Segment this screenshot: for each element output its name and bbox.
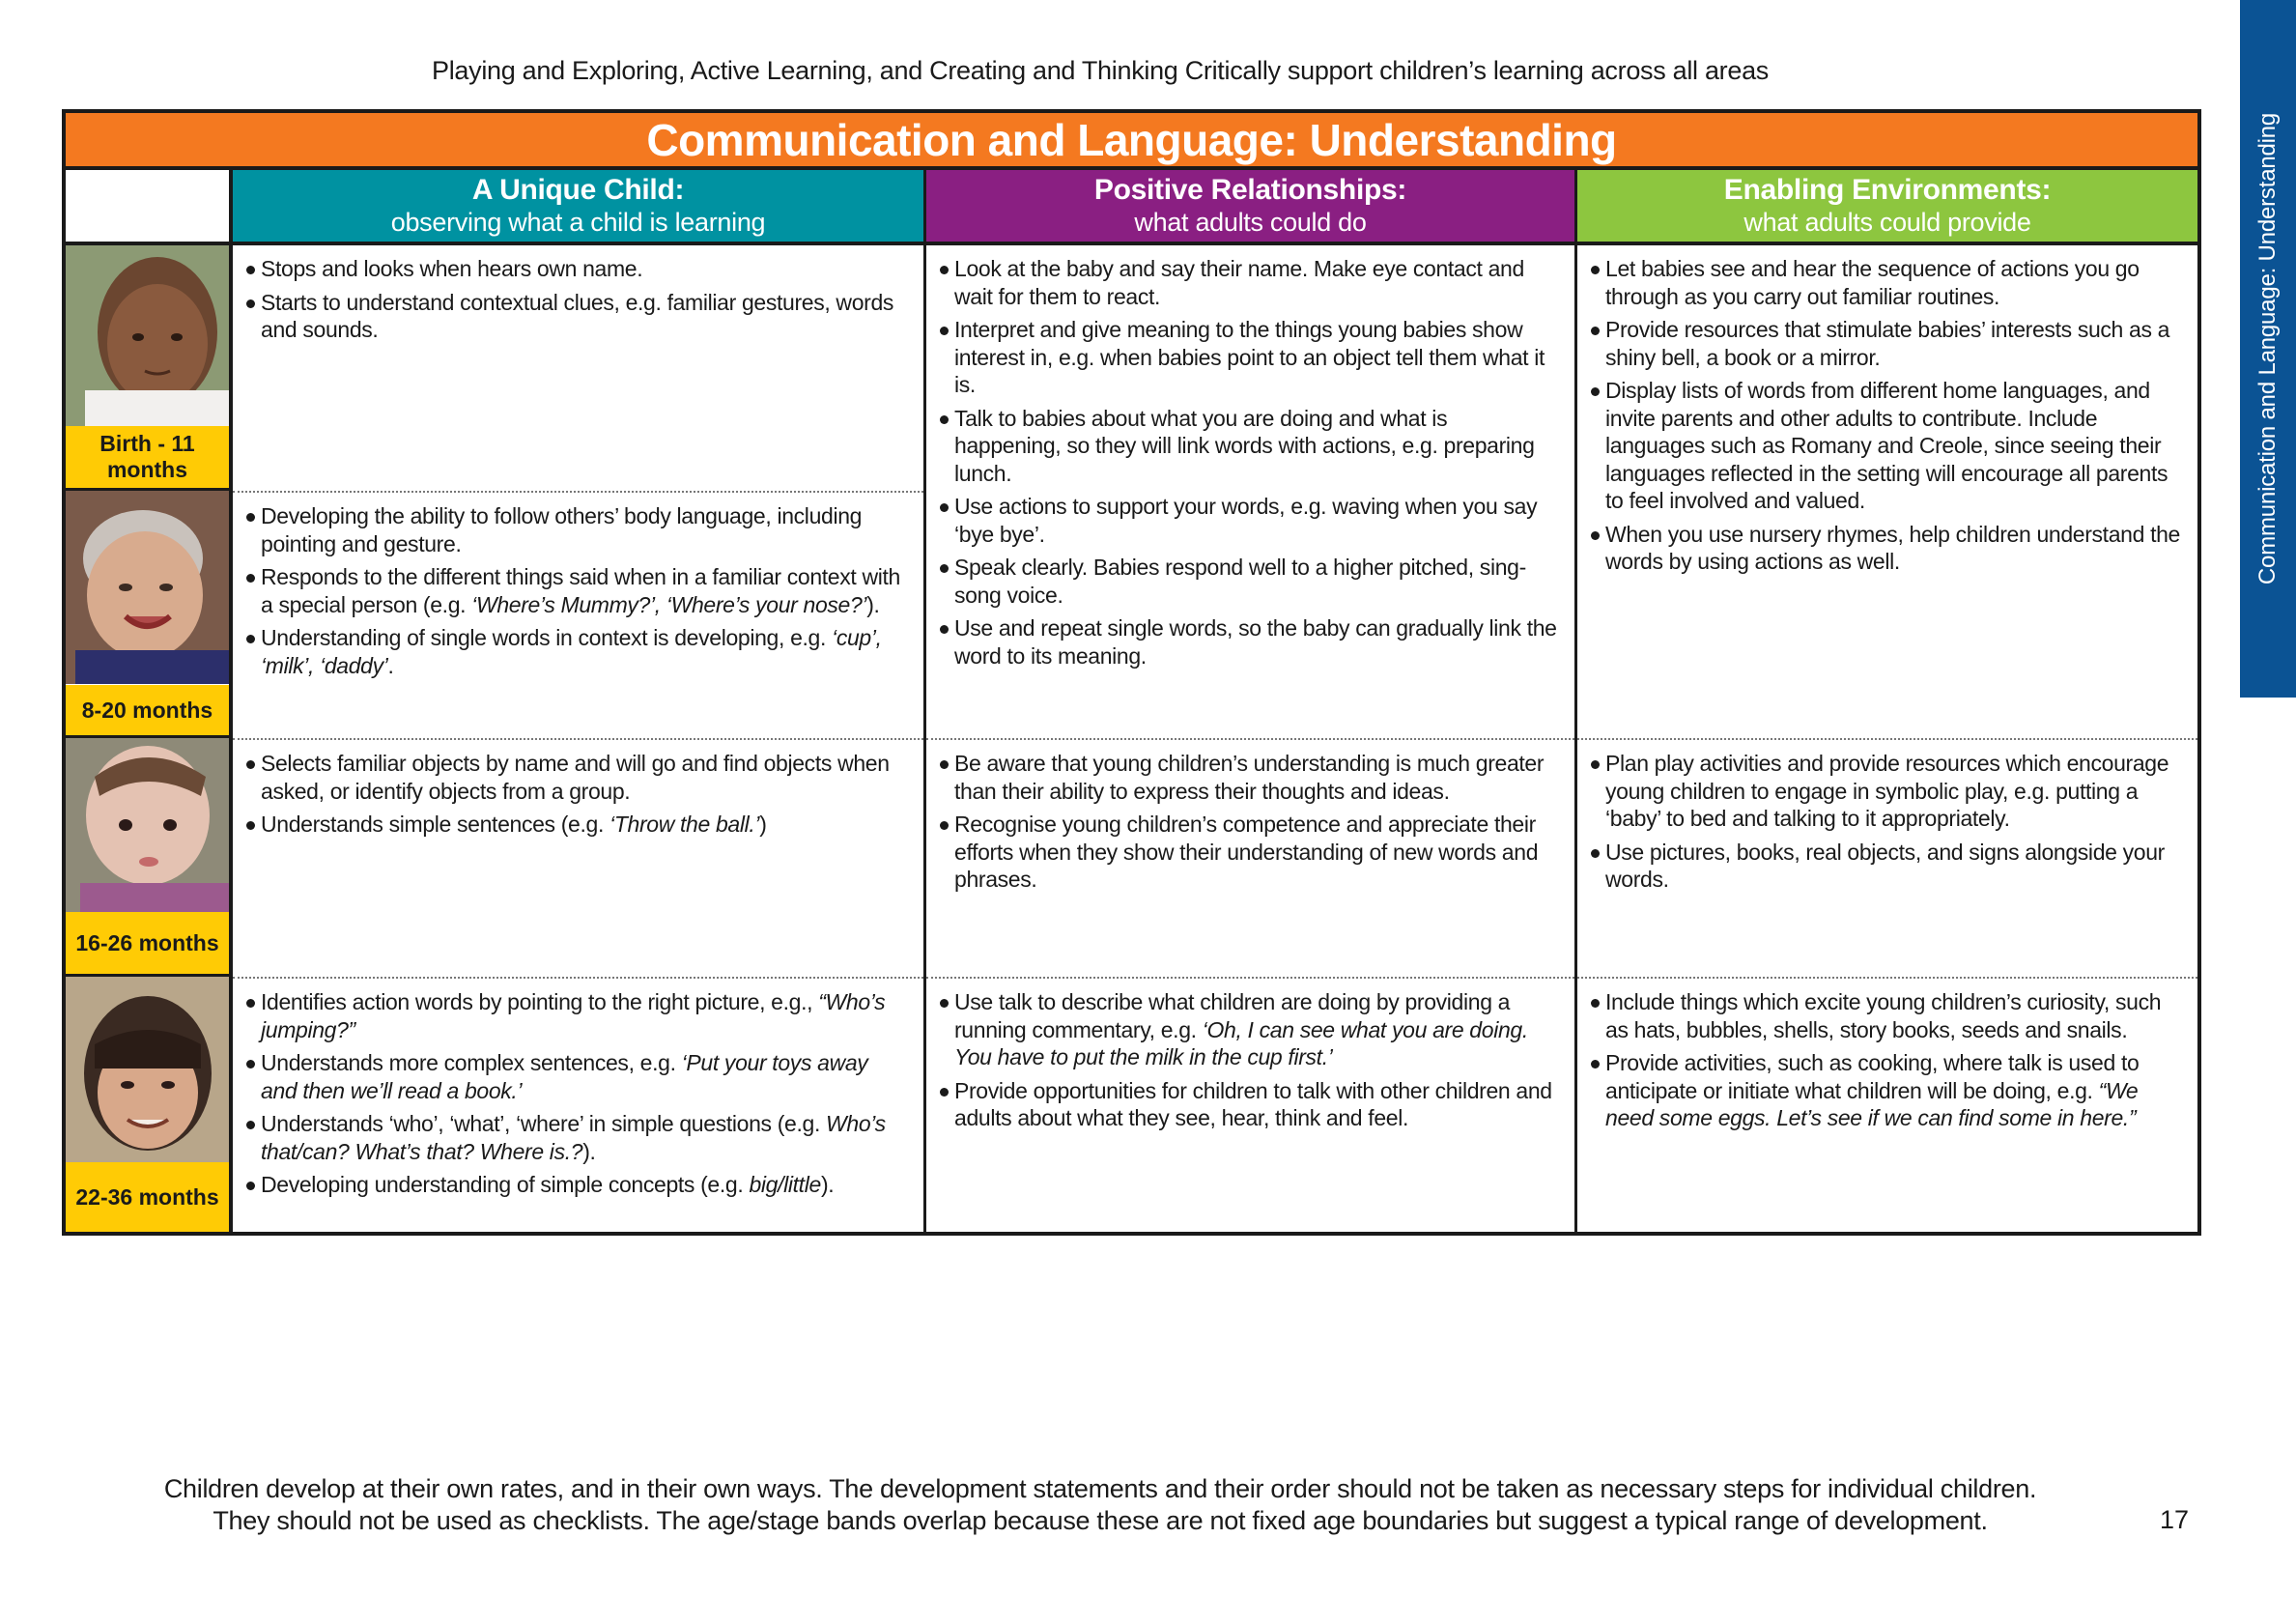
age-band-label: Birth - 11 months xyxy=(66,426,229,488)
text: Understanding of single words in context is developing, e.g. xyxy=(261,625,833,650)
text: ). xyxy=(582,1138,596,1164)
positive-relationships-column xyxy=(926,245,1577,1232)
text: Display lists of words from different home languages, and invite parents and other adults to contribute. Include languages such as Romany and Creole, since seeing their languages reflected in the setting will encourage all parents to feel involved and valued. xyxy=(1605,378,2168,513)
bullet-item xyxy=(244,255,908,283)
bullet-item xyxy=(244,624,908,679)
bullet-item xyxy=(244,988,908,1043)
italic-text: ‘Throw the ball.’ xyxy=(609,812,760,837)
unique-child-band-8-20 xyxy=(233,491,923,738)
text: Let babies see and hear the sequence of actions you go through as you carry out familiar routines. xyxy=(1605,256,2140,309)
footer-line-2: They should not be used as checklists. The age/stage bands overlap because these are not fixed age boundaries but suggest a typical range of development. xyxy=(213,1506,1988,1535)
text: Selects familiar objects by name and will go and find objects when asked, or identify objects from a group. xyxy=(261,751,890,804)
bullet-item xyxy=(1589,839,2182,894)
bullet-item xyxy=(938,316,1559,399)
text: Responds to the different things said when in a familiar context with a special person (e.g. xyxy=(261,564,900,617)
text: . xyxy=(387,652,394,678)
header-title: A Unique Child: xyxy=(471,174,685,206)
text: When you use nursery rhymes, help children understand the words by using actions as well. xyxy=(1605,521,2180,574)
age-band-birth-11 xyxy=(66,245,229,491)
bullet-item xyxy=(938,750,1559,805)
text: Use talk to describe what children are doing by providing a running commentary, e.g. xyxy=(954,989,1511,1042)
toddler-photo xyxy=(66,738,229,915)
italic-text: “We need some eggs. Let’s see if we can find some in here.” xyxy=(1605,1077,2139,1130)
text: Use and repeat single words, so the baby can gradually link the word to its meaning. xyxy=(954,615,1557,669)
environments-band-birth-20 xyxy=(1577,245,2197,738)
bullet-item xyxy=(244,563,908,618)
age-band-8-20 xyxy=(66,491,229,738)
text: Identifies action words by pointing to the right picture, e.g., xyxy=(261,989,819,1014)
bullet-item xyxy=(938,988,1559,1071)
bullet-item xyxy=(244,502,908,557)
text: ) xyxy=(759,812,767,837)
header-subtitle: what adults could provide xyxy=(1743,208,2031,237)
relationships-band-16-26 xyxy=(926,738,1574,977)
text: Use pictures, books, real objects, and signs alongside your words. xyxy=(1605,839,2165,892)
text: Plan play activities and provide resources which encourage young children to engage in symbolic play, e.g. putting a ‘baby’ to bed and talking to it appropriately. xyxy=(1605,751,2169,831)
unique-child-band-22-36 xyxy=(233,977,923,1232)
text: ). xyxy=(866,591,880,617)
header-positive-relationships xyxy=(926,170,1577,242)
column-headers xyxy=(66,170,2197,245)
bullet-item xyxy=(938,554,1559,609)
bullet-list xyxy=(1589,750,2182,894)
text: Provide opportunities for children to talk with other children and adults about what they see, hear, think and feel. xyxy=(954,1077,1552,1130)
text: Understands more complex sentences, e.g. xyxy=(261,1050,682,1075)
bullet-item xyxy=(938,1077,1559,1132)
text: Speak clearly. Babies respond well to a higher pitched, sing-song voice. xyxy=(954,555,1526,608)
bullet-item xyxy=(1589,750,2182,833)
text: Stops and looks when hears own name. xyxy=(261,256,643,281)
bullet-list xyxy=(244,988,908,1199)
header-subtitle: what adults could do xyxy=(1134,208,1367,237)
italic-text: big/little xyxy=(749,1172,821,1197)
page-number: 17 xyxy=(2160,1505,2190,1534)
relationships-band-22-36 xyxy=(926,977,1574,1232)
bullet-list xyxy=(1589,255,2182,576)
text: Include things which excite young children’s curiosity, such as hats, bubbles, shells, story books, seeds and snails. xyxy=(1605,989,2162,1042)
bullet-item xyxy=(244,811,908,839)
environments-band-16-26 xyxy=(1577,738,2197,977)
text: Look at the baby and say their name. Make eye contact and wait for them to react. xyxy=(954,256,1524,309)
unique-child-column xyxy=(233,245,926,1232)
text: ). xyxy=(820,1172,835,1197)
bullet-item xyxy=(1589,255,2182,310)
header-title: Enabling Environments: xyxy=(1723,174,2052,206)
header-title: Positive Relationships: xyxy=(1093,174,1407,206)
development-matrix xyxy=(62,109,2201,1236)
age-band-22-36 xyxy=(66,977,229,1232)
bullet-item xyxy=(938,614,1559,670)
header-subtitle: observing what a child is learning xyxy=(390,208,766,237)
bullet-item xyxy=(244,750,908,805)
bullet-item xyxy=(938,405,1559,488)
side-tab-label: Communication and Language: Understanding xyxy=(2254,112,2281,585)
text: Interpret and give meaning to the things young babies show interest in, e.g. when babies point to an object tell them what it is. xyxy=(954,317,1545,397)
bullet-item xyxy=(244,289,908,344)
bullet-item xyxy=(244,1110,908,1165)
text: Understands ‘who’, ‘what’, ‘where’ in simple questions (e.g. xyxy=(261,1111,827,1136)
text: Developing the ability to follow others’ body language, including pointing and gesture. xyxy=(261,503,863,556)
text: Be aware that young children’s understanding is much greater than their ability to express their thoughts and ideas. xyxy=(954,751,1545,804)
baby-photo xyxy=(66,245,229,429)
italic-text: ‘cup’, ‘milk’, ‘daddy’ xyxy=(261,625,882,678)
footer-note xyxy=(62,1473,2139,1537)
age-band-column xyxy=(66,245,233,1232)
bullet-item xyxy=(1589,1049,2182,1132)
bullet-item xyxy=(938,811,1559,894)
bullet-list xyxy=(938,988,1559,1132)
bullet-list xyxy=(938,750,1559,894)
section-side-tab xyxy=(2240,0,2296,698)
italic-text: ‘Where’s Mummy?’, ‘Where’s your nose?’ xyxy=(471,591,867,617)
bullet-list xyxy=(244,750,908,839)
text: Talk to babies about what you are doing and what is happening, so they will link words with actions, e.g. preparing lunch. xyxy=(954,405,1535,486)
bullet-list xyxy=(1589,988,2182,1132)
text: Starts to understand contextual clues, e.g. familiar gestures, words and sounds. xyxy=(261,289,894,342)
age-band-label: 8-20 months xyxy=(66,685,229,735)
bullet-item xyxy=(244,1171,908,1199)
bullet-list xyxy=(244,255,908,344)
unique-child-band-birth-11 xyxy=(233,245,923,491)
italic-text: ‘Oh, I can see what you are doing. You have to put the milk in the cup first.’ xyxy=(954,1016,1528,1069)
text: Provide resources that stimulate babies’ interests such as a shiny bell, a book or a mirror. xyxy=(1605,317,2170,370)
bullet-list xyxy=(938,255,1559,670)
bullet-item xyxy=(1589,316,2182,371)
unique-child-band-16-26 xyxy=(233,738,923,977)
baby-photo xyxy=(66,491,229,684)
bullet-item xyxy=(1589,377,2182,515)
bullet-list xyxy=(244,502,908,679)
blank-header-cell xyxy=(66,170,233,242)
bullet-item xyxy=(244,1049,908,1104)
age-band-16-26 xyxy=(66,738,229,977)
italic-text: ‘Put your toys away and then we’ll read a book.’ xyxy=(261,1050,868,1103)
italic-text: Who’s that/can? What’s that? Where is.? xyxy=(261,1111,886,1164)
text: Provide activities, such as cooking, where talk is used to anticipate or initiate what children will be doing, e.g. xyxy=(1605,1050,2140,1103)
bullet-item xyxy=(1589,521,2182,576)
text: Developing understanding of simple concepts (e.g. xyxy=(261,1172,750,1197)
bullet-item xyxy=(938,493,1559,548)
header-note: Playing and Exploring, Active Learning, and Creating and Thinking Critically support children’s learning across all areas xyxy=(432,56,1769,85)
text: Recognise young children’s competence and appreciate their efforts when they show their understanding of new words and phrases. xyxy=(954,812,1539,892)
footer-line-1: Children develop at their own rates, and in their own ways. The development statements and their order should not be taken as necessary steps for individual children. xyxy=(163,1474,2037,1503)
header-enabling-environments xyxy=(1577,170,2197,242)
child-photo xyxy=(66,977,229,1162)
environments-band-22-36 xyxy=(1577,977,2197,1232)
age-band-label: 22-36 months xyxy=(66,1162,229,1232)
relationships-band-birth-20 xyxy=(926,245,1574,738)
text: Use actions to support your words, e.g. waving when you say ‘bye bye’. xyxy=(954,494,1538,547)
bullet-item xyxy=(938,255,1559,310)
text: Understands simple sentences (e.g. xyxy=(261,812,610,837)
italic-text: “Who’s jumping?” xyxy=(261,989,886,1042)
header-unique-child xyxy=(233,170,926,242)
enabling-environments-column xyxy=(1577,245,2197,1232)
age-band-label: 16-26 months xyxy=(66,912,229,974)
bullet-item xyxy=(1589,988,2182,1043)
matrix-title: Communication and Language: Understanding xyxy=(66,113,2197,170)
